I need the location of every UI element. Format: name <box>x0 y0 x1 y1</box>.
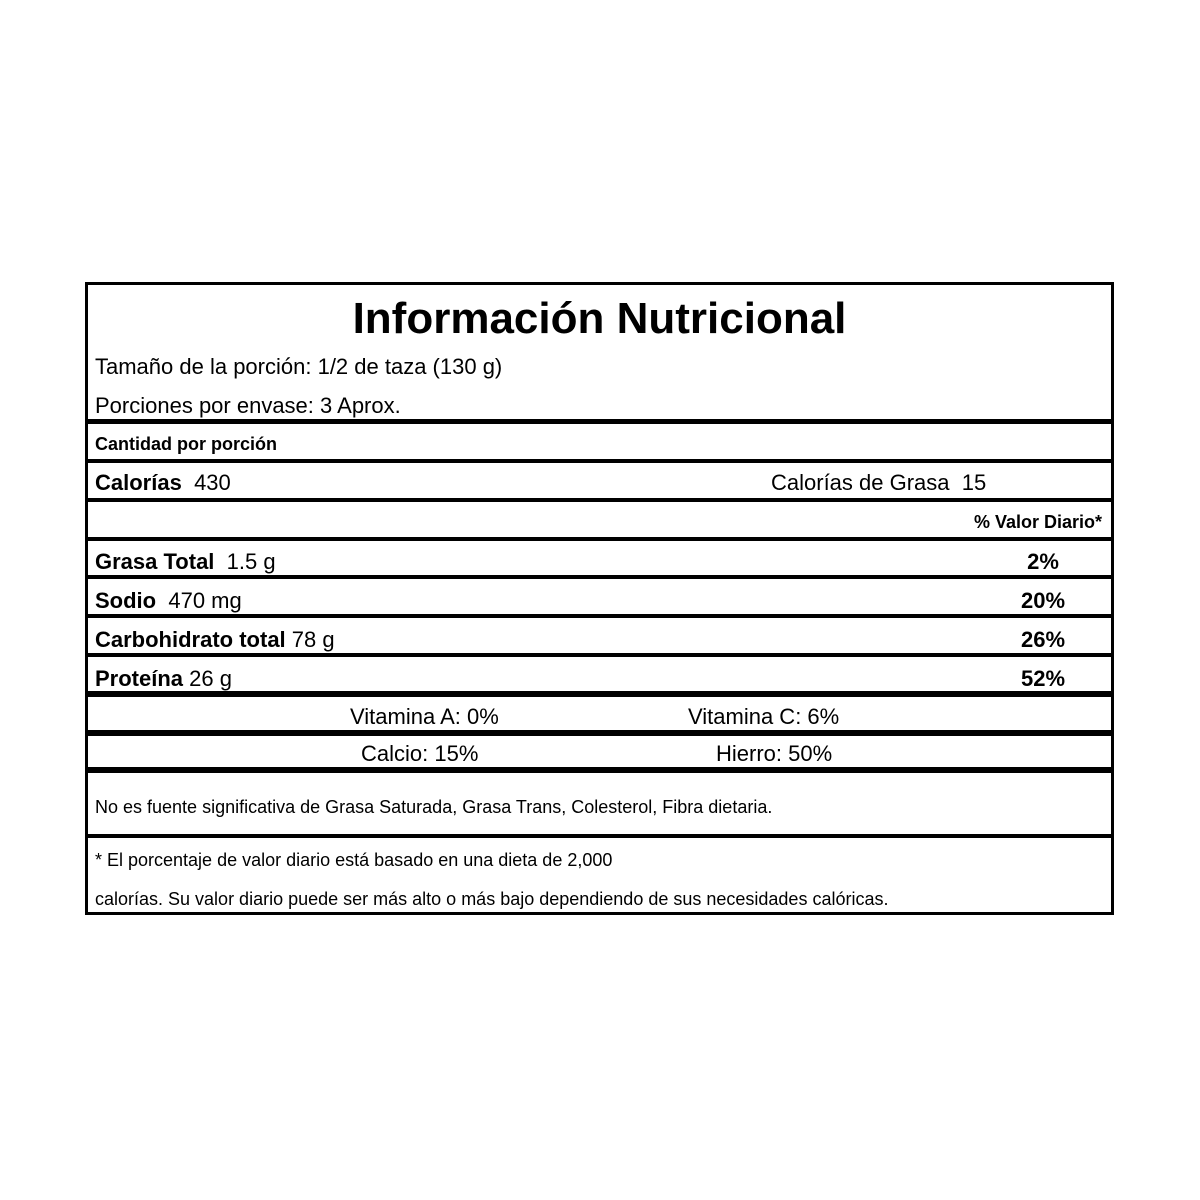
amount-per-serving: Cantidad por porción <box>95 434 277 454</box>
daily-value-header: % Valor Diario* <box>974 512 1103 532</box>
divider <box>88 575 1111 579</box>
divider-thick <box>88 419 1111 424</box>
serving-size: Tamaño de la porción: 1/2 de taza (130 g) <box>95 354 503 379</box>
vitamin-a: Vitamina A: 0% <box>350 704 499 729</box>
divider <box>88 537 1111 541</box>
nutrient-row-protein <box>95 668 232 690</box>
calories-value: 430 <box>194 470 231 495</box>
nutrient-percent: 52% <box>1020 666 1066 691</box>
nutrient-row-sodium <box>95 590 242 612</box>
divider-thick <box>88 691 1111 697</box>
nutrient-row-total-fat <box>95 551 276 573</box>
not-significant-note: No es fuente significativa de Grasa Saturada, Grasa Trans, Colesterol, Fibra dietaria. <box>95 797 773 817</box>
divider <box>88 653 1111 657</box>
divider <box>88 459 1111 463</box>
nutrient-percent: 20% <box>1020 588 1066 613</box>
vitamin-c: Vitamina C: 6% <box>688 704 840 729</box>
nutrient-label: Sodio <box>95 588 157 613</box>
calories-row <box>95 472 231 494</box>
fat-calories-value: 15 <box>961 470 987 495</box>
calories-label: Calorías <box>95 470 182 495</box>
divider-thick <box>88 730 1111 736</box>
nutrient-amount: 26 g <box>189 666 232 691</box>
servings-per-container: Porciones por envase: 3 Aprox. <box>95 393 401 418</box>
nutrient-label: Proteína <box>95 666 184 691</box>
footnote-line-2: calorías. Su valor diario puede ser más alto o más bajo dependiendo de sus necesidades calóricas. <box>95 889 889 909</box>
nutrient-label: Grasa Total <box>95 549 215 574</box>
nutrient-row-carbohydrate <box>95 629 335 651</box>
nutrient-percent: 26% <box>1020 627 1066 652</box>
nutrient-amount: 470 mg <box>168 588 242 613</box>
calcium: Calcio: 15% <box>361 741 479 766</box>
nutrient-label: Carbohidrato total <box>95 627 286 652</box>
nutrient-percent: 2% <box>1027 549 1059 574</box>
nutrition-facts-label <box>85 282 1114 915</box>
label-title: Información Nutricional <box>352 294 847 343</box>
divider <box>88 498 1111 502</box>
divider-thick <box>88 767 1111 773</box>
divider <box>88 614 1111 618</box>
footnote-line-1: * El porcentaje de valor diario está basado en una dieta de 2,000 <box>95 850 613 870</box>
fat-calories-label: Calorías de Grasa <box>771 470 950 495</box>
iron: Hierro: 50% <box>716 741 833 766</box>
nutrient-amount: 1.5 g <box>226 549 276 574</box>
divider <box>88 834 1111 838</box>
nutrient-amount: 78 g <box>291 627 335 652</box>
fat-calories <box>771 472 986 494</box>
